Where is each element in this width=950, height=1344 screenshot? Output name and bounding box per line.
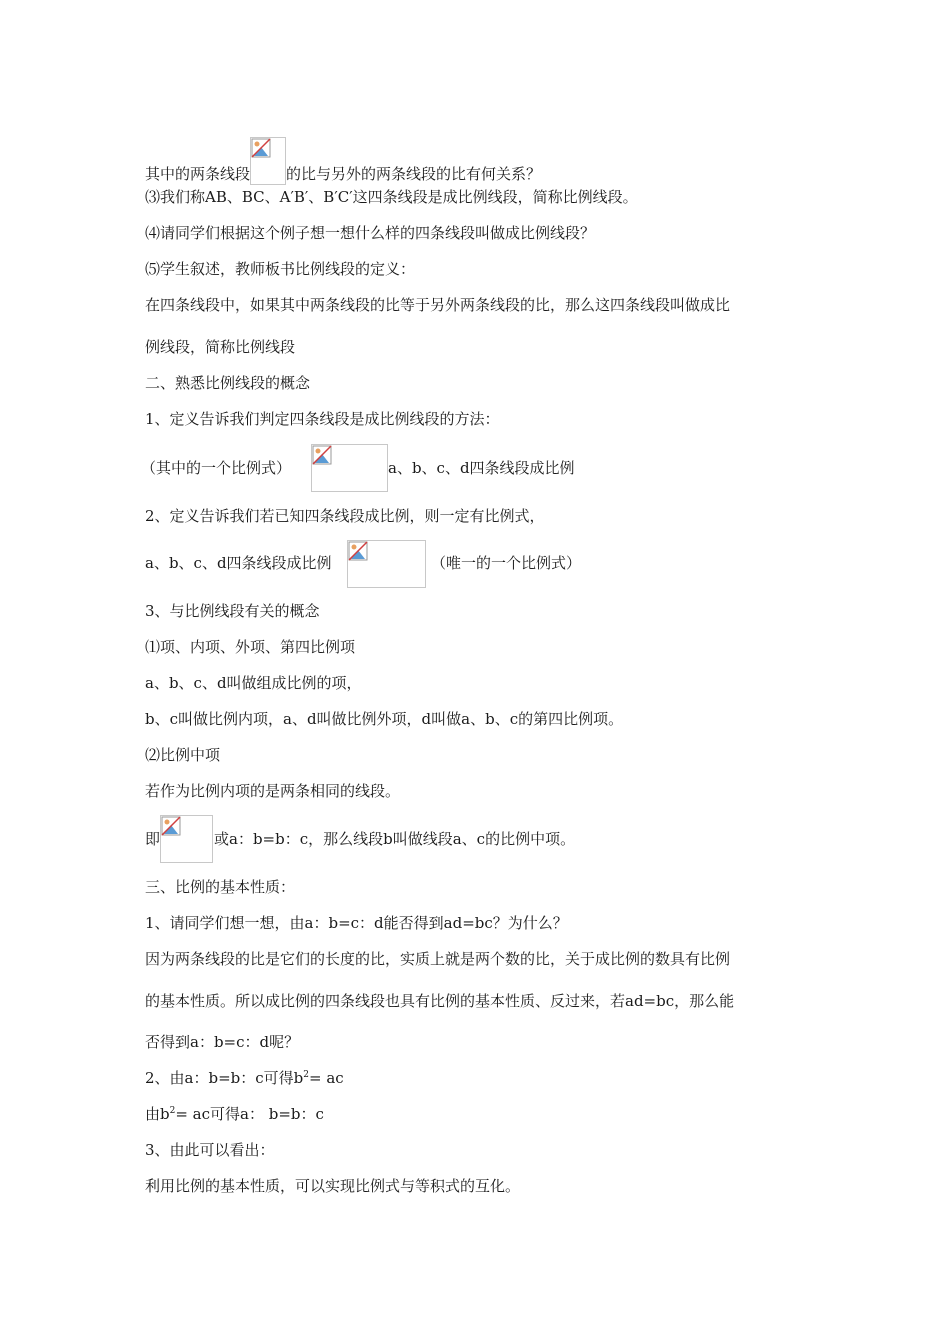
- broken-image-icon: [251, 138, 271, 158]
- paragraph: 若作为比例内项的是两条相同的线段。: [145, 782, 401, 800]
- paragraph: b、c叫做比例内项，a、d叫做比例外项，d叫做a、b、c的第四比例项。: [145, 710, 624, 728]
- paragraph: 3、由此可以看出：: [145, 1141, 275, 1159]
- paragraph: [141, 444, 825, 494]
- text: （唯一的一个比例式）: [431, 554, 582, 572]
- broken-image-icon: [312, 445, 332, 465]
- paragraph: 2、定义告诉我们若已知四条线段成比例，则一定有比例式，: [145, 507, 545, 525]
- text: 2、由a：b=b：c可得b: [145, 1069, 304, 1087]
- paragraph: ⑶我们称AB、BC、A′B′、B′C′这四条线段是成比例线段，简称比例线段。: [145, 188, 638, 206]
- text: = ac可得a： b=b：c: [175, 1105, 324, 1123]
- paragraph: [145, 815, 825, 865]
- text: 即: [145, 830, 161, 848]
- paragraph: 的基本性质。所以成比例的四条线段也具有比例的基本性质、反过来，若ad=bc，那么能: [145, 992, 735, 1010]
- section-heading: 三、比例的基本性质：: [145, 878, 296, 896]
- paragraph: 否得到a：b=c：d呢？: [145, 1033, 300, 1051]
- paragraph: ⑸学生叙述，教师板书比例线段的定义：: [145, 260, 416, 278]
- paragraph: [145, 540, 825, 590]
- paragraph: 1、定义告诉我们判定四条线段是成比例线段的方法：: [145, 410, 500, 428]
- text: 由b: [145, 1105, 170, 1123]
- paragraph: [145, 1067, 825, 1089]
- image-placeholder: [347, 540, 426, 588]
- paragraph: 利用比例的基本性质，可以实现比例式与等积式的互化。: [145, 1177, 521, 1195]
- paragraph: 因为两条线段的比是它们的长度的比，实质上就是两个数的比，关于成比例的数具有比例: [145, 950, 731, 968]
- section-heading: 二、熟悉比例线段的概念: [145, 374, 311, 392]
- superscript: 2: [303, 1070, 309, 1080]
- broken-image-icon: [348, 541, 368, 561]
- text: a、b、c、d四条线段成比例: [145, 554, 332, 572]
- paragraph: 在四条线段中，如果其中两条线段的比等于另外两条线段的比，那么这四条线段叫做成比: [145, 296, 731, 314]
- paragraph: ⑴项、内项、外项、第四比例项: [145, 638, 356, 656]
- text: a、b、c、d四条线段成比例: [388, 459, 575, 477]
- image-placeholder: [160, 815, 213, 863]
- text: = ac: [309, 1069, 344, 1087]
- paragraph: 例线段，简称比例线段: [145, 338, 296, 356]
- text: 其中的两条线段: [145, 165, 251, 183]
- superscript: 2: [169, 1106, 176, 1116]
- paragraph: a、b、c、d叫做组成比例的项，: [145, 674, 362, 692]
- image-placeholder: [250, 137, 286, 185]
- broken-image-icon: [161, 816, 181, 836]
- paragraph: [145, 1103, 825, 1125]
- paragraph: 3、与比例线段有关的概念: [145, 602, 320, 620]
- text: 的比与另外的两条线段的比有何关系？: [286, 165, 542, 183]
- paragraph: ⑵比例中项: [145, 746, 221, 764]
- text: 或a：b=b：c，那么线段b叫做线段a、c的比例中项。: [214, 830, 576, 848]
- paragraph: [145, 137, 825, 185]
- paragraph: 1、请同学们想一想，由a：b=c：d能否得到ad=bc？为什么？: [145, 914, 568, 932]
- image-placeholder: [311, 444, 388, 492]
- text: （其中的一个比例式）: [141, 459, 292, 477]
- paragraph: ⑷请同学们根据这个例子想一想什么样的四条线段叫做成比例线段？: [145, 224, 596, 242]
